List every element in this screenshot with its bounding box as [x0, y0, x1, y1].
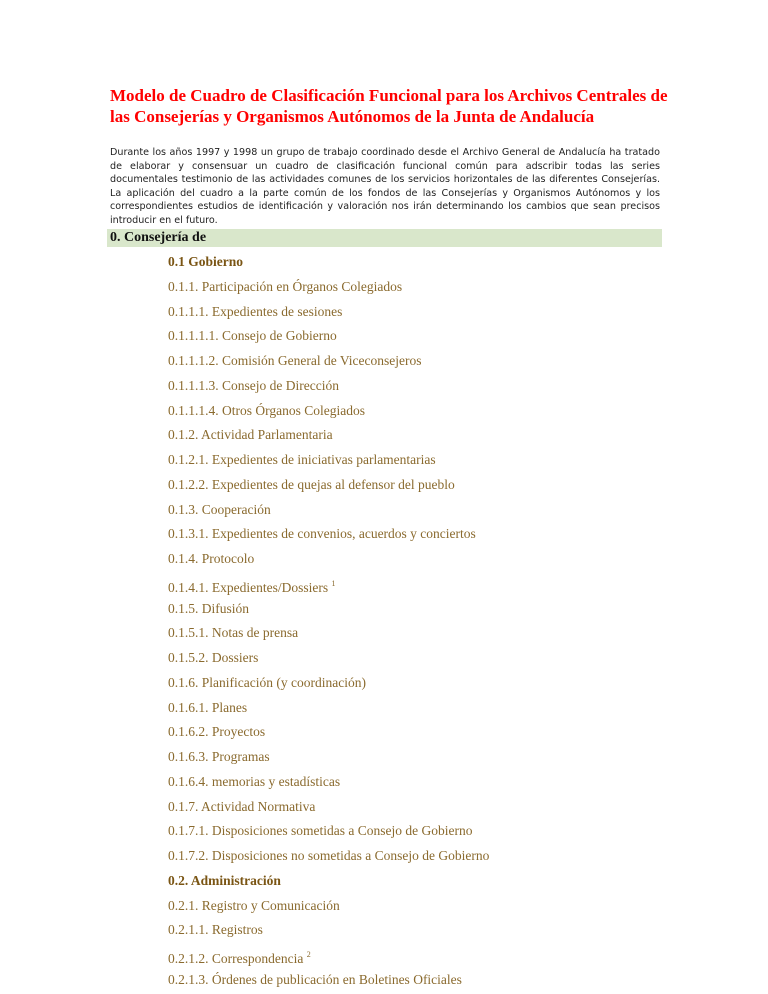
footnote-ref[interactable]: 2 — [306, 950, 311, 959]
item-label: 0.1.7.2. Disposiciones no sometidas a Consejo de Gobierno — [168, 848, 490, 863]
item-label: 0.1.7. Actividad Normativa — [168, 798, 316, 814]
item-label: 0.1.6. Planificación (y coordinación) — [168, 674, 366, 690]
classification-item — [168, 473, 489, 498]
classification-item — [168, 374, 489, 399]
classification-item — [168, 399, 489, 424]
classification-item — [168, 720, 489, 745]
item-label: 0.1.6.1. Planes — [168, 699, 248, 715]
item-label: 0.2.1.3. Órdenes de publicación en Boletines Oficiales — [168, 971, 462, 987]
item-label: 0.1.5. Difusión — [168, 600, 249, 616]
item-label: 0.1.6.3. Programas — [168, 749, 270, 764]
item-label: 0.1.2. Actividad Parlamentaria — [168, 427, 333, 443]
item-label: 0.1 Gobierno — [168, 254, 244, 269]
classification-item — [168, 349, 489, 374]
item-label: 0.1.7.1. Disposiciones sometidas a Consejo de Gobierno — [168, 823, 473, 839]
classification-heading — [168, 250, 489, 275]
item-label: 0.1.2.2. Expedientes de quejas al defensor del pueblo — [168, 476, 455, 492]
classification-heading — [168, 869, 489, 894]
classification-item — [168, 275, 489, 300]
classification-item — [168, 795, 489, 820]
item-label: 0.2.1.2. Correspondencia — [168, 951, 304, 966]
classification-item — [168, 522, 489, 547]
classification-item — [168, 968, 489, 993]
classification-item — [168, 324, 489, 349]
classification-item — [168, 448, 489, 473]
classification-item — [168, 300, 489, 325]
item-label: 0.1.6.2. Proyectos — [168, 724, 266, 740]
item-label: 0.1.1. Participación en Órganos Colegiados — [168, 278, 403, 294]
item-label: 0.1.3. Cooperación — [168, 501, 271, 517]
item-label: 0.2.1. Registro y Comunicación — [168, 897, 340, 913]
item-label: 0.1.1.1.1. Consejo de Gobierno — [168, 328, 337, 344]
item-label: 0.2. Administración — [168, 872, 281, 888]
classification-item — [168, 498, 489, 523]
classification-item — [168, 844, 489, 869]
item-label: 0.1.5.2. Dossiers — [168, 650, 259, 665]
classification-item — [168, 894, 489, 919]
classification-item — [168, 696, 489, 721]
item-label: 0.1.1.1.2. Comisión General de Viceconsejeros — [168, 353, 422, 368]
classification-item — [168, 423, 489, 448]
item-label: 0.1.1.1. Expedientes de sesiones — [168, 303, 343, 319]
item-label: 0.2.1.1. Registros — [168, 922, 263, 938]
document-title: Modelo de Cuadro de Clasificación Funcional para los Archivos Centrales de las Consejerías y Organismos Autónomos de la Junta de Andalucía — [110, 86, 668, 126]
classification-item — [168, 745, 489, 770]
footnote-ref[interactable]: 1 — [331, 578, 336, 588]
classification-item — [168, 547, 489, 572]
item-label: 0.1.1.1.3. Consejo de Dirección — [168, 377, 339, 393]
item-label: 0.1.3.1. Expedientes de convenios, acuerdos y conciertos — [168, 526, 476, 542]
classification-item — [168, 918, 489, 943]
item-label: 0.1.1.1.4. Otros Órganos Colegiados — [168, 402, 365, 418]
item-label: 0.1.4.1. Expedientes/Dossiers — [168, 579, 329, 595]
classification-item — [168, 671, 489, 696]
classification-item — [168, 572, 489, 597]
classification-list — [168, 250, 489, 993]
section-header: 0. Consejería de — [107, 229, 662, 247]
item-label: 0.1.6.4. memorias y estadísticas — [168, 773, 341, 789]
classification-item — [168, 943, 489, 968]
classification-item — [168, 819, 489, 844]
intro-paragraph: Durante los años 1997 y 1998 un grupo de trabajo coordinado desde el Archivo General de Andalucía ha tratado de elaborar y consensuar un cuadro de clasificación funcional común para adscribir todas las series documentales testimonio de las actividades comunes de los servicios horizontales de las diferentes Consejerías. La aplicación del cuadro a la parte común de los fondos de las Consejerías y Organismos Autónomos y los correspondientes estudios de identificación y valoración nos irán determinando los cambios que sean precisos introducir en el futuro. — [110, 147, 660, 226]
classification-item — [168, 646, 489, 671]
classification-item — [168, 597, 489, 622]
item-label: 0.1.2.1. Expedientes de iniciativas parlamentarias — [168, 452, 436, 467]
classification-item — [168, 621, 489, 646]
item-label: 0.1.5.1. Notas de prensa — [168, 625, 299, 641]
classification-item — [168, 770, 489, 795]
item-label: 0.1.4. Protocolo — [168, 551, 255, 566]
